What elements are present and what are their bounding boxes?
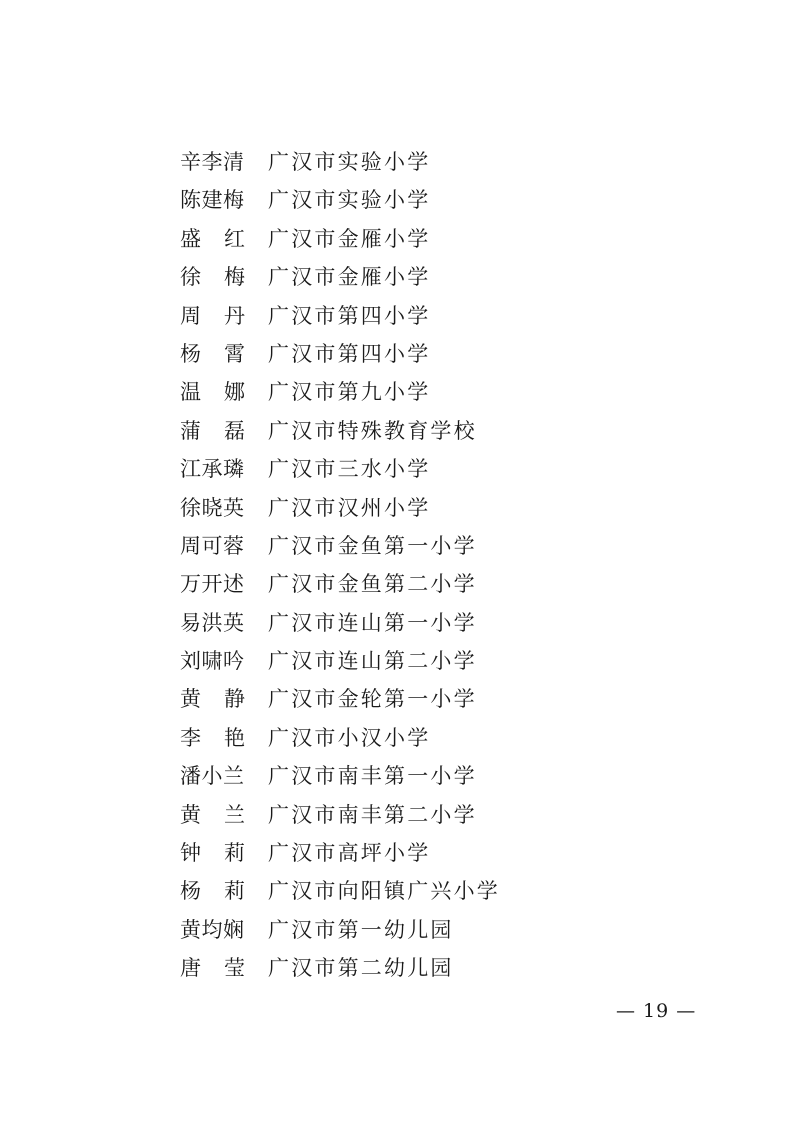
person-name: 周可蓉 bbox=[180, 533, 245, 558]
organization-name: 广汉市第四小学 bbox=[268, 303, 431, 328]
organization-name: 广汉市连山第二小学 bbox=[268, 649, 477, 674]
organization-name: 广汉市第二幼儿园 bbox=[268, 956, 454, 981]
name-list bbox=[180, 143, 500, 988]
organization-name: 广汉市特殊教育学校 bbox=[268, 418, 477, 443]
list-item bbox=[180, 181, 500, 219]
organization-name: 广汉市南丰第一小学 bbox=[268, 764, 477, 789]
organization-name: 广汉市向阳镇广兴小学 bbox=[268, 879, 500, 904]
organization-name: 广汉市第四小学 bbox=[268, 341, 431, 366]
person-name: 徐晓英 bbox=[180, 495, 245, 520]
person-name: 辛李清 bbox=[180, 150, 245, 174]
person-name: 蒲 磊 bbox=[180, 418, 245, 443]
list-item bbox=[180, 757, 500, 795]
list-item bbox=[180, 565, 500, 603]
list-item bbox=[180, 604, 500, 642]
organization-name: 广汉市连山第一小学 bbox=[268, 610, 477, 635]
list-item bbox=[180, 680, 500, 718]
organization-name: 广汉市金鱼第二小学 bbox=[268, 572, 477, 597]
person-name: 黄 兰 bbox=[180, 802, 245, 827]
person-name: 杨 霄 bbox=[180, 341, 245, 366]
person-name: 徐 梅 bbox=[180, 265, 245, 290]
list-item bbox=[180, 949, 500, 987]
organization-name: 广汉市三水小学 bbox=[268, 457, 431, 482]
person-name: 温 娜 bbox=[180, 380, 245, 405]
organization-name: 广汉市金雁小学 bbox=[268, 265, 431, 290]
person-name: 杨 莉 bbox=[180, 879, 245, 904]
list-item bbox=[180, 373, 500, 411]
organization-name: 广汉市汉州小学 bbox=[268, 495, 431, 520]
list-item bbox=[180, 143, 500, 181]
person-name: 江承璘 bbox=[180, 457, 245, 482]
organization-name: 广汉市小汉小学 bbox=[268, 725, 431, 750]
list-item bbox=[180, 412, 500, 450]
person-name: 盛 红 bbox=[180, 226, 245, 251]
person-name: 万开述 bbox=[180, 572, 245, 597]
list-item bbox=[180, 450, 500, 488]
list-item bbox=[180, 719, 500, 757]
organization-name: 广汉市金雁小学 bbox=[268, 226, 431, 251]
organization-name: 广汉市高坪小学 bbox=[268, 841, 431, 866]
organization-name: 广汉市金鱼第一小学 bbox=[268, 533, 477, 558]
list-item bbox=[180, 834, 500, 872]
page-number: — 19 — bbox=[616, 1000, 697, 1022]
list-item bbox=[180, 527, 500, 565]
person-name: 潘小兰 bbox=[180, 764, 245, 789]
organization-name: 广汉市金轮第一小学 bbox=[268, 687, 477, 712]
organization-name: 广汉市实验小学 bbox=[268, 150, 431, 174]
person-name: 钟 莉 bbox=[180, 841, 245, 866]
person-name: 陈建梅 bbox=[180, 188, 245, 213]
list-item bbox=[180, 335, 500, 373]
person-name: 李 艳 bbox=[180, 725, 245, 750]
list-item bbox=[180, 872, 500, 910]
list-item bbox=[180, 258, 500, 296]
list-item bbox=[180, 642, 500, 680]
organization-name: 广汉市第一幼儿园 bbox=[268, 917, 454, 942]
list-item bbox=[180, 796, 500, 834]
person-name: 易洪英 bbox=[180, 610, 245, 635]
list-item bbox=[180, 911, 500, 949]
list-item bbox=[180, 489, 500, 527]
organization-name: 广汉市第九小学 bbox=[268, 380, 431, 405]
person-name: 黄 静 bbox=[180, 687, 245, 712]
person-name: 黄均娴 bbox=[180, 917, 245, 942]
list-item bbox=[180, 297, 500, 335]
person-name: 唐 莹 bbox=[180, 956, 245, 981]
list-item bbox=[180, 220, 500, 258]
organization-name: 广汉市南丰第二小学 bbox=[268, 802, 477, 827]
person-name: 周 丹 bbox=[180, 303, 245, 328]
person-name: 刘啸吟 bbox=[180, 649, 245, 674]
organization-name: 广汉市实验小学 bbox=[268, 188, 431, 213]
